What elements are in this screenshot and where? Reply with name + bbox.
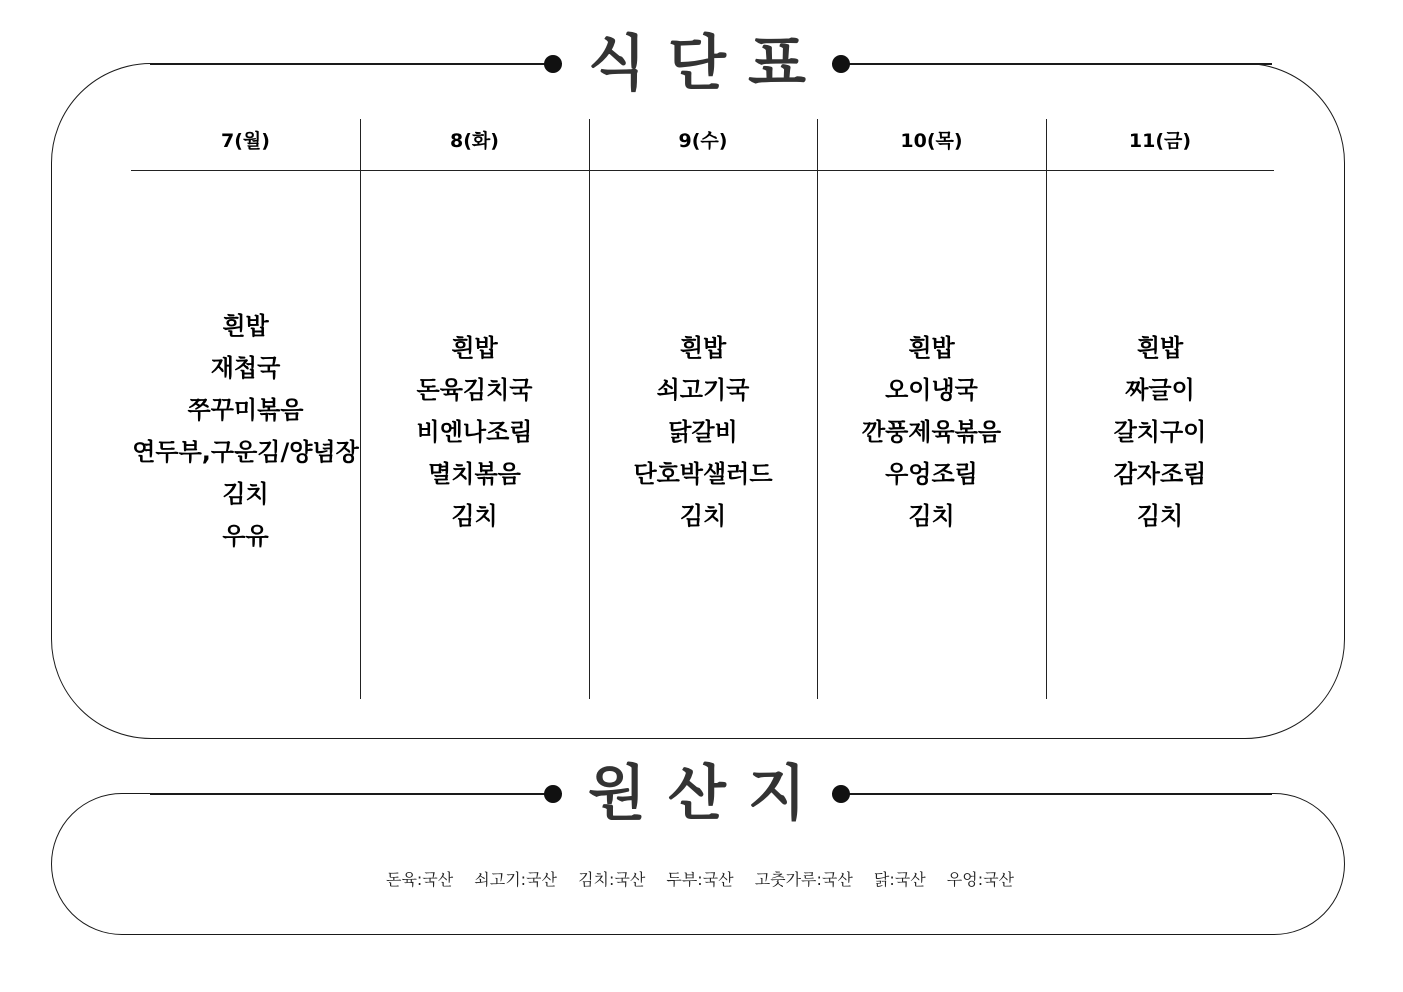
- menu-item: 흰밥: [451, 334, 498, 362]
- title-line-right: [842, 793, 1272, 795]
- menu-item: 우유: [222, 522, 269, 550]
- menu-item: 쭈꾸미볶음: [187, 396, 304, 424]
- day-header-thu: 10(목): [900, 130, 963, 152]
- origin-item: 돈육:국산: [385, 870, 454, 889]
- menu-item: 짜글이: [1125, 376, 1195, 404]
- menu-title: 식단표: [562, 24, 832, 104]
- day-header-mon: 7(월): [221, 130, 270, 152]
- menu-item: 돈육김치국: [416, 376, 533, 404]
- menu-list-tue: [360, 327, 589, 537]
- menu-item: 쇠고기국: [656, 376, 750, 404]
- origin-title-banner: [0, 754, 1403, 834]
- menu-item: 김치: [222, 480, 269, 508]
- menu-list-mon: [131, 305, 360, 557]
- title-dot-right: [832, 785, 850, 803]
- menu-item: 흰밥: [908, 334, 955, 362]
- menu-item: 우엉조림: [885, 460, 978, 488]
- origin-list: [130, 866, 1270, 894]
- day-header-tue: 8(화): [450, 130, 499, 152]
- origin-title: 원산지: [562, 754, 832, 834]
- origin-item: 김치:국산: [578, 870, 646, 889]
- menu-item: 깐풍제육볶음: [861, 418, 1002, 446]
- menu-list-fri: [1046, 327, 1274, 537]
- menu-item: 단호박샐러드: [633, 460, 773, 488]
- title-dot-right: [832, 55, 850, 73]
- menu-item: 연두부,구운김/양념장: [132, 438, 359, 466]
- day-header-wed: 9(수): [678, 130, 728, 152]
- origin-item: 쇠고기:국산: [474, 870, 557, 889]
- menu-item: 김치: [908, 502, 955, 530]
- menu-item: 비엔나조림: [416, 418, 533, 446]
- menu-item: 재첩국: [210, 354, 281, 382]
- title-line-left: [150, 793, 553, 795]
- menu-item: 오이냉국: [885, 376, 978, 404]
- menu-item: 갈치구이: [1113, 418, 1207, 446]
- menu-item: 감자조림: [1113, 460, 1207, 488]
- origin-item: 두부:국산: [666, 870, 734, 889]
- menu-item: 김치: [451, 502, 498, 530]
- menu-item: 흰밥: [222, 312, 269, 340]
- menu-list-wed: [589, 327, 817, 537]
- menu-item: 흰밥: [679, 334, 727, 362]
- menu-item: 흰밥: [1136, 334, 1184, 362]
- title-line-left: [150, 63, 553, 65]
- menu-item: 김치: [679, 502, 727, 530]
- title-dot-left: [544, 55, 562, 73]
- title-dot-left: [544, 785, 562, 803]
- header-rule: [131, 170, 1274, 171]
- origin-item: 우엉:국산: [946, 870, 1014, 889]
- menu-item: 멸치볶음: [428, 460, 521, 488]
- menu-title-banner: [0, 24, 1403, 104]
- menu-item: 김치: [1136, 502, 1184, 530]
- menu-item: 닭갈비: [668, 418, 738, 446]
- origin-item: 닭:국산: [873, 870, 926, 889]
- title-line-right: [842, 63, 1272, 65]
- menu-list-thu: [817, 327, 1046, 537]
- origin-item: 고춧가루:국산: [754, 870, 853, 889]
- day-header-fri: 11(금): [1128, 130, 1192, 152]
